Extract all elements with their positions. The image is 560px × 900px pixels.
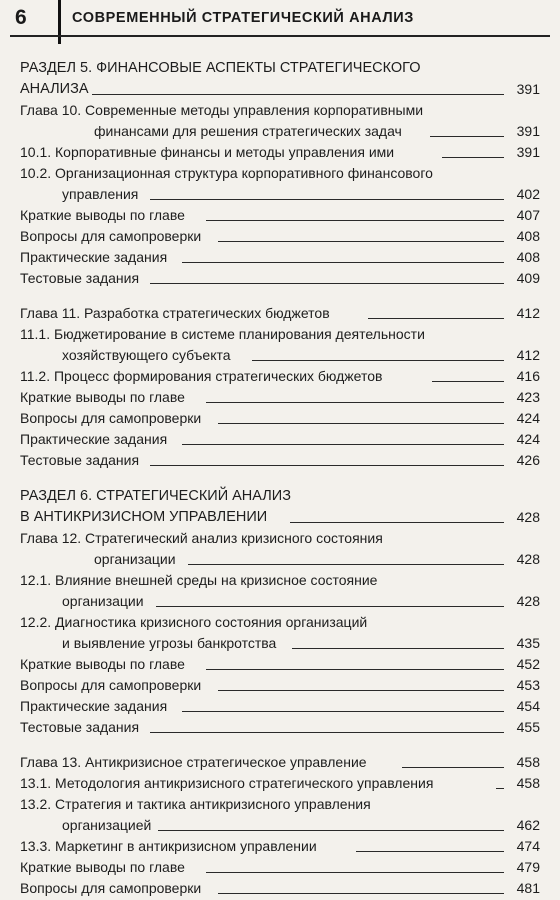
toc-leader — [430, 121, 504, 141]
toc-entry-title: Тестовые задания — [20, 452, 140, 468]
toc-entry-title: 12.2. Диагностика кризисного состояния организаций — [20, 614, 368, 630]
toc-page-number: 412 — [516, 305, 540, 321]
toc-page-number: 409 — [516, 270, 540, 286]
toc-entry-title: 11.1. Бюджетирование в системе планирования деятельности — [20, 326, 425, 342]
toc-entry-title: 13.1. Методология антикризисного стратегического управления — [20, 775, 434, 791]
toc-entry-title: и выявление угрозы банкротства — [62, 635, 277, 651]
toc-page-number: 424 — [516, 431, 540, 447]
toc-entry-title: Вопросы для самопроверки — [20, 228, 202, 244]
toc-entry-title: Практические задания — [20, 431, 168, 447]
toc-leader — [290, 507, 504, 527]
toc-chapter-title: Глава 10. Современные методы управления корпоративными — [20, 102, 424, 118]
toc-page-number: 407 — [516, 207, 540, 223]
toc-leader — [156, 591, 504, 611]
toc-page-number: 426 — [516, 452, 540, 468]
toc-leader — [182, 247, 504, 267]
toc-entry — [20, 184, 540, 204]
toc-entry-title: 10.1. Корпоративные финансы и методы управления ими — [20, 144, 395, 160]
toc-entry — [20, 268, 540, 288]
toc-leader — [402, 752, 504, 772]
toc-page-number: 428 — [516, 551, 540, 567]
toc-leader — [292, 633, 504, 653]
toc-leader — [182, 696, 504, 716]
toc-leader — [432, 366, 504, 386]
toc-entry-title: 13.2. Стратегия и тактика антикризисного управления — [20, 796, 371, 812]
toc-leader — [158, 815, 504, 835]
toc-entry — [20, 247, 540, 267]
toc-page-number: 479 — [516, 859, 540, 875]
toc-page-number: 408 — [516, 249, 540, 265]
toc-page-number: 458 — [516, 775, 540, 791]
toc-section-title: РАЗДЕЛ 6. СТРАТЕГИЧЕСКИЙ АНАЛИЗ — [20, 488, 291, 504]
toc-page-number: 455 — [516, 719, 540, 735]
toc-entry-title: хозяйствующего субъекта — [62, 347, 231, 363]
toc-leader — [188, 549, 504, 569]
toc-entry — [20, 633, 540, 653]
toc-entry — [20, 366, 540, 386]
toc-leader — [182, 429, 504, 449]
toc-leader — [252, 345, 504, 365]
toc-entry — [20, 752, 540, 772]
toc-page-number: 453 — [516, 677, 540, 693]
toc-page-number: 391 — [516, 144, 540, 160]
toc-entry-title: организации — [62, 593, 144, 609]
toc-leader — [218, 408, 504, 428]
toc-entry — [20, 717, 540, 737]
toc-leader — [368, 303, 504, 323]
toc-page-number: 412 — [516, 347, 540, 363]
toc-leader — [442, 142, 504, 162]
toc-entry — [20, 507, 540, 527]
toc-entry-title: 11.2. Процесс формирования стратегических бюджетов — [20, 368, 383, 384]
toc-entry — [20, 345, 540, 365]
toc-leader — [206, 387, 504, 407]
toc-entry — [20, 387, 540, 407]
toc-page-number: 423 — [516, 389, 540, 405]
toc-entry — [20, 857, 540, 877]
toc-entry-title: Тестовые задания — [20, 270, 140, 286]
toc-page-number: 408 — [516, 228, 540, 244]
toc-page-number: 452 — [516, 656, 540, 672]
toc-leader — [150, 184, 504, 204]
toc-chapter-title: Глава 12. Стратегический анализ кризисного состояния — [20, 530, 383, 546]
toc-page-number: 458 — [516, 754, 540, 770]
toc-leader — [218, 226, 504, 246]
toc-entry-title: В АНТИКРИЗИСНОМ УПРАВЛЕНИИ — [20, 509, 268, 525]
toc-leader — [150, 717, 504, 737]
toc-entry — [20, 696, 540, 716]
toc-entry-title: управления — [62, 186, 139, 202]
toc-entry — [20, 205, 540, 225]
toc-leader — [206, 654, 504, 674]
toc-page-number: 435 — [516, 635, 540, 651]
toc-chapter-title: Глава 11. Разработка стратегических бюджетов — [20, 305, 330, 321]
toc-entry-title: 13.3. Маркетинг в антикризисном управлении — [20, 838, 317, 854]
toc-page-number: 416 — [516, 368, 540, 384]
toc-entry-title: Краткие выводы по главе — [20, 207, 185, 223]
toc-leader — [218, 675, 504, 695]
toc-page-number: 402 — [516, 186, 540, 202]
toc-entry-title: организации — [94, 551, 176, 567]
toc-leader — [206, 205, 504, 225]
toc-entry-title: организацией — [62, 817, 152, 833]
toc-leader — [218, 878, 504, 898]
toc-entry — [20, 591, 540, 611]
toc-entry — [20, 675, 540, 695]
toc-entry — [20, 654, 540, 674]
toc-entry-title: Тестовые задания — [20, 719, 140, 735]
running-title: СОВРЕМЕННЫЙ СТРАТЕГИЧЕСКИЙ АНАЛИЗ — [72, 10, 414, 26]
toc-page-number: 428 — [516, 509, 540, 525]
toc-entry-title: АНАЛИЗА — [20, 81, 89, 97]
toc-entry-title: Краткие выводы по главе — [20, 656, 185, 672]
toc-entry-title: Краткие выводы по главе — [20, 389, 185, 405]
toc-page-number: 391 — [516, 123, 540, 139]
toc-entry-title: 12.1. Влияние внешней среды на кризисное состояние — [20, 572, 378, 588]
toc-entry-title: Вопросы для самопроверки — [20, 410, 202, 426]
toc-page-number: 424 — [516, 410, 540, 426]
toc-entry-title: Практические задания — [20, 249, 168, 265]
toc-entry-title: Вопросы для самопроверки — [20, 677, 202, 693]
toc-section-title: РАЗДЕЛ 5. ФИНАНСОВЫЕ АСПЕКТЫ СТРАТЕГИЧЕСКОГО — [20, 60, 421, 76]
toc-leader — [496, 773, 504, 793]
toc-entry-title: финансами для решения стратегических задач — [94, 123, 402, 139]
page-number: 6 — [15, 6, 27, 29]
toc-leader — [150, 450, 504, 470]
toc-chapter-title: Глава 13. Антикризисное стратегическое управление — [20, 754, 367, 770]
toc-entry-title: Краткие выводы по главе — [20, 859, 185, 875]
toc-entry — [20, 815, 540, 835]
toc-entry — [20, 549, 540, 569]
toc-entry-title: Вопросы для самопроверки — [20, 880, 202, 896]
toc-entry — [20, 429, 540, 449]
toc-leader — [150, 268, 504, 288]
toc-page-number: 391 — [516, 81, 540, 97]
toc-entry-title: 10.2. Организационная структура корпоративного финансового — [20, 165, 433, 181]
toc-entry — [20, 142, 540, 162]
toc-entry-title: Практические задания — [20, 698, 168, 714]
toc-page-number: 474 — [516, 838, 540, 854]
toc-leader — [206, 857, 504, 877]
toc-entry — [20, 408, 540, 428]
toc-entry — [20, 773, 540, 793]
toc-entry — [20, 226, 540, 246]
toc-entry — [20, 121, 540, 141]
toc-leader — [356, 836, 504, 856]
toc-entry — [20, 79, 540, 99]
toc-entry — [20, 303, 540, 323]
toc-entry — [20, 450, 540, 470]
toc-page-number: 428 — [516, 593, 540, 609]
toc-page-number: 454 — [516, 698, 540, 714]
toc-entry — [20, 836, 540, 856]
toc-entry — [20, 878, 540, 898]
toc-page-number: 481 — [516, 880, 540, 896]
toc-page-number: 462 — [516, 817, 540, 833]
toc-leader — [92, 79, 504, 99]
